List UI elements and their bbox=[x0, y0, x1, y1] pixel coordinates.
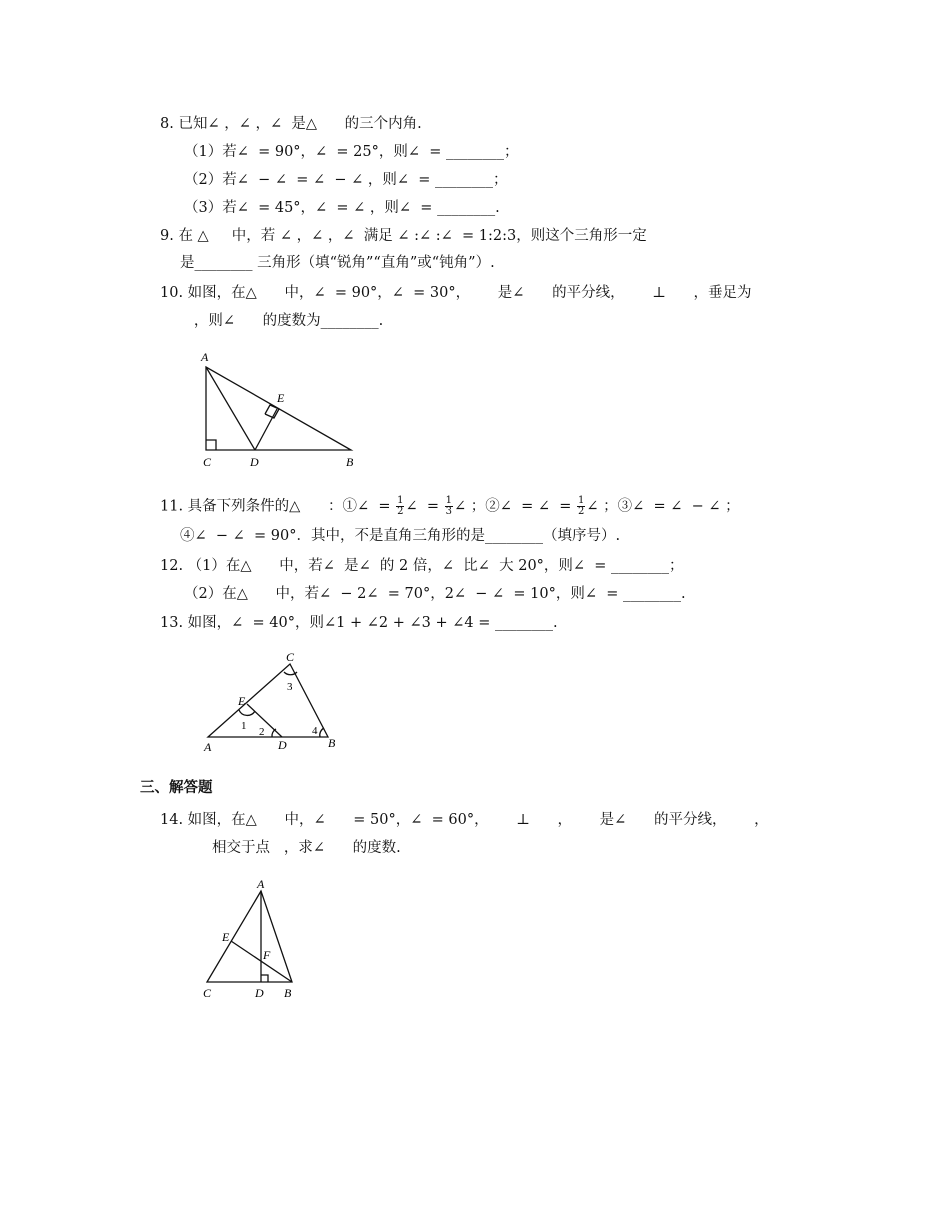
q11-frac-1-den: 2 bbox=[397, 506, 404, 517]
q11-text-b: ∠ = bbox=[405, 498, 444, 515]
q13-angle-4: 4 bbox=[312, 725, 318, 737]
q13-label-e: E bbox=[238, 694, 246, 708]
q10-label-c: C bbox=[203, 455, 212, 469]
q12-line2: （2）在△ 中，若∠ − 2∠ = 70°，2∠ − ∠ = 10°，则∠ = ________. bbox=[184, 586, 686, 602]
q8-stem: 8. 已知∠ ，∠ ，∠ 是△ 的三个内角. bbox=[160, 116, 422, 132]
q13-label-d: D bbox=[278, 738, 287, 752]
q11-frac-3 bbox=[577, 496, 585, 517]
q11-frac-2 bbox=[445, 496, 453, 517]
q11-frac-3-den: 2 bbox=[578, 506, 585, 517]
q13-angle-3: 3 bbox=[287, 681, 293, 693]
q10-label-b: B bbox=[346, 455, 354, 469]
q8-part2: （2）若∠ − ∠ = ∠ − ∠ ，则∠ = ________； bbox=[184, 172, 508, 188]
q12-line1: 12. （1）在△ 中，若∠ 是∠ 的 2 倍，∠ 比∠ 大 20°，则∠ = ________； bbox=[160, 558, 684, 574]
q11-frac-2-den: 3 bbox=[445, 506, 452, 517]
q13-angle-1: 1 bbox=[241, 720, 247, 732]
q10-label-a: A bbox=[201, 350, 209, 364]
q14-label-b: B bbox=[284, 986, 292, 1000]
q13-label-b: B bbox=[328, 736, 336, 750]
q11-line2: ④∠ − ∠ = 90°．其中，不是直角三角形的是________（填序号）. bbox=[180, 528, 621, 544]
q13-angle-2: 2 bbox=[259, 726, 265, 738]
q11-frac-1-num: 1 bbox=[397, 495, 404, 506]
q8-part3: （3）若∠ = 45°，∠ = ∠ ，则∠ = ________. bbox=[184, 200, 500, 216]
q13-label-c: C bbox=[286, 650, 295, 664]
q14-label-d: D bbox=[255, 986, 264, 1000]
q14-line1: 14. 如图，在△ 中，∠ = 50°，∠ = 60°， ⊥ ， 是∠ 的平分线， ， bbox=[160, 812, 769, 828]
q11-text-a: 11. 具备下列条件的△ ：①∠ = bbox=[160, 498, 396, 515]
q10-label-e: E bbox=[277, 391, 285, 405]
q14-label-a: A bbox=[257, 877, 265, 891]
q9-line2: 是________ 三角形（填“锐角”“直角”或“钝角”）. bbox=[180, 255, 495, 271]
q14-figure bbox=[195, 873, 305, 1001]
q10-line1: 10. 如图，在△ 中，∠ = 90°，∠ = 30°， 是∠ 的平分线， ⊥ ，垂足为 bbox=[160, 285, 752, 301]
q11-text-d: ∠ ；③∠ = ∠ − ∠ ； bbox=[586, 498, 740, 515]
q10-figure bbox=[195, 345, 370, 470]
q11-frac-3-num: 1 bbox=[578, 495, 585, 506]
q11-frac-2-num: 1 bbox=[445, 495, 452, 506]
q13-line1: 13. 如图，∠ = 40°，则∠1 + ∠2 + ∠3 + ∠4 = ________. bbox=[160, 615, 558, 631]
q8-part1: （1）若∠ = 90°，∠ = 25°，则∠ = ________； bbox=[184, 144, 519, 160]
q11-text-c: ∠ ；②∠ = ∠ = bbox=[454, 498, 577, 515]
q14-line2: 相交于点 ，求∠ 的度数. bbox=[212, 840, 401, 856]
q11-line1 bbox=[160, 496, 740, 517]
q14-label-f: F bbox=[263, 948, 271, 962]
q14-label-e: E bbox=[222, 930, 230, 944]
q11-frac-1 bbox=[396, 496, 404, 517]
q9-line1: 9. 在 △ 中，若 ∠ ，∠ ，∠ 满足 ∠ :∠ :∠ = 1:2:3，则这个三角形一定 bbox=[160, 228, 647, 244]
q13-label-a: A bbox=[204, 740, 212, 754]
section-heading: 三、解答题 bbox=[140, 779, 213, 796]
q14-label-c: C bbox=[203, 986, 212, 1000]
q13-figure bbox=[200, 648, 350, 756]
q10-label-d: D bbox=[250, 455, 259, 469]
q10-line2: ，则∠ 的度数为________. bbox=[180, 313, 384, 329]
